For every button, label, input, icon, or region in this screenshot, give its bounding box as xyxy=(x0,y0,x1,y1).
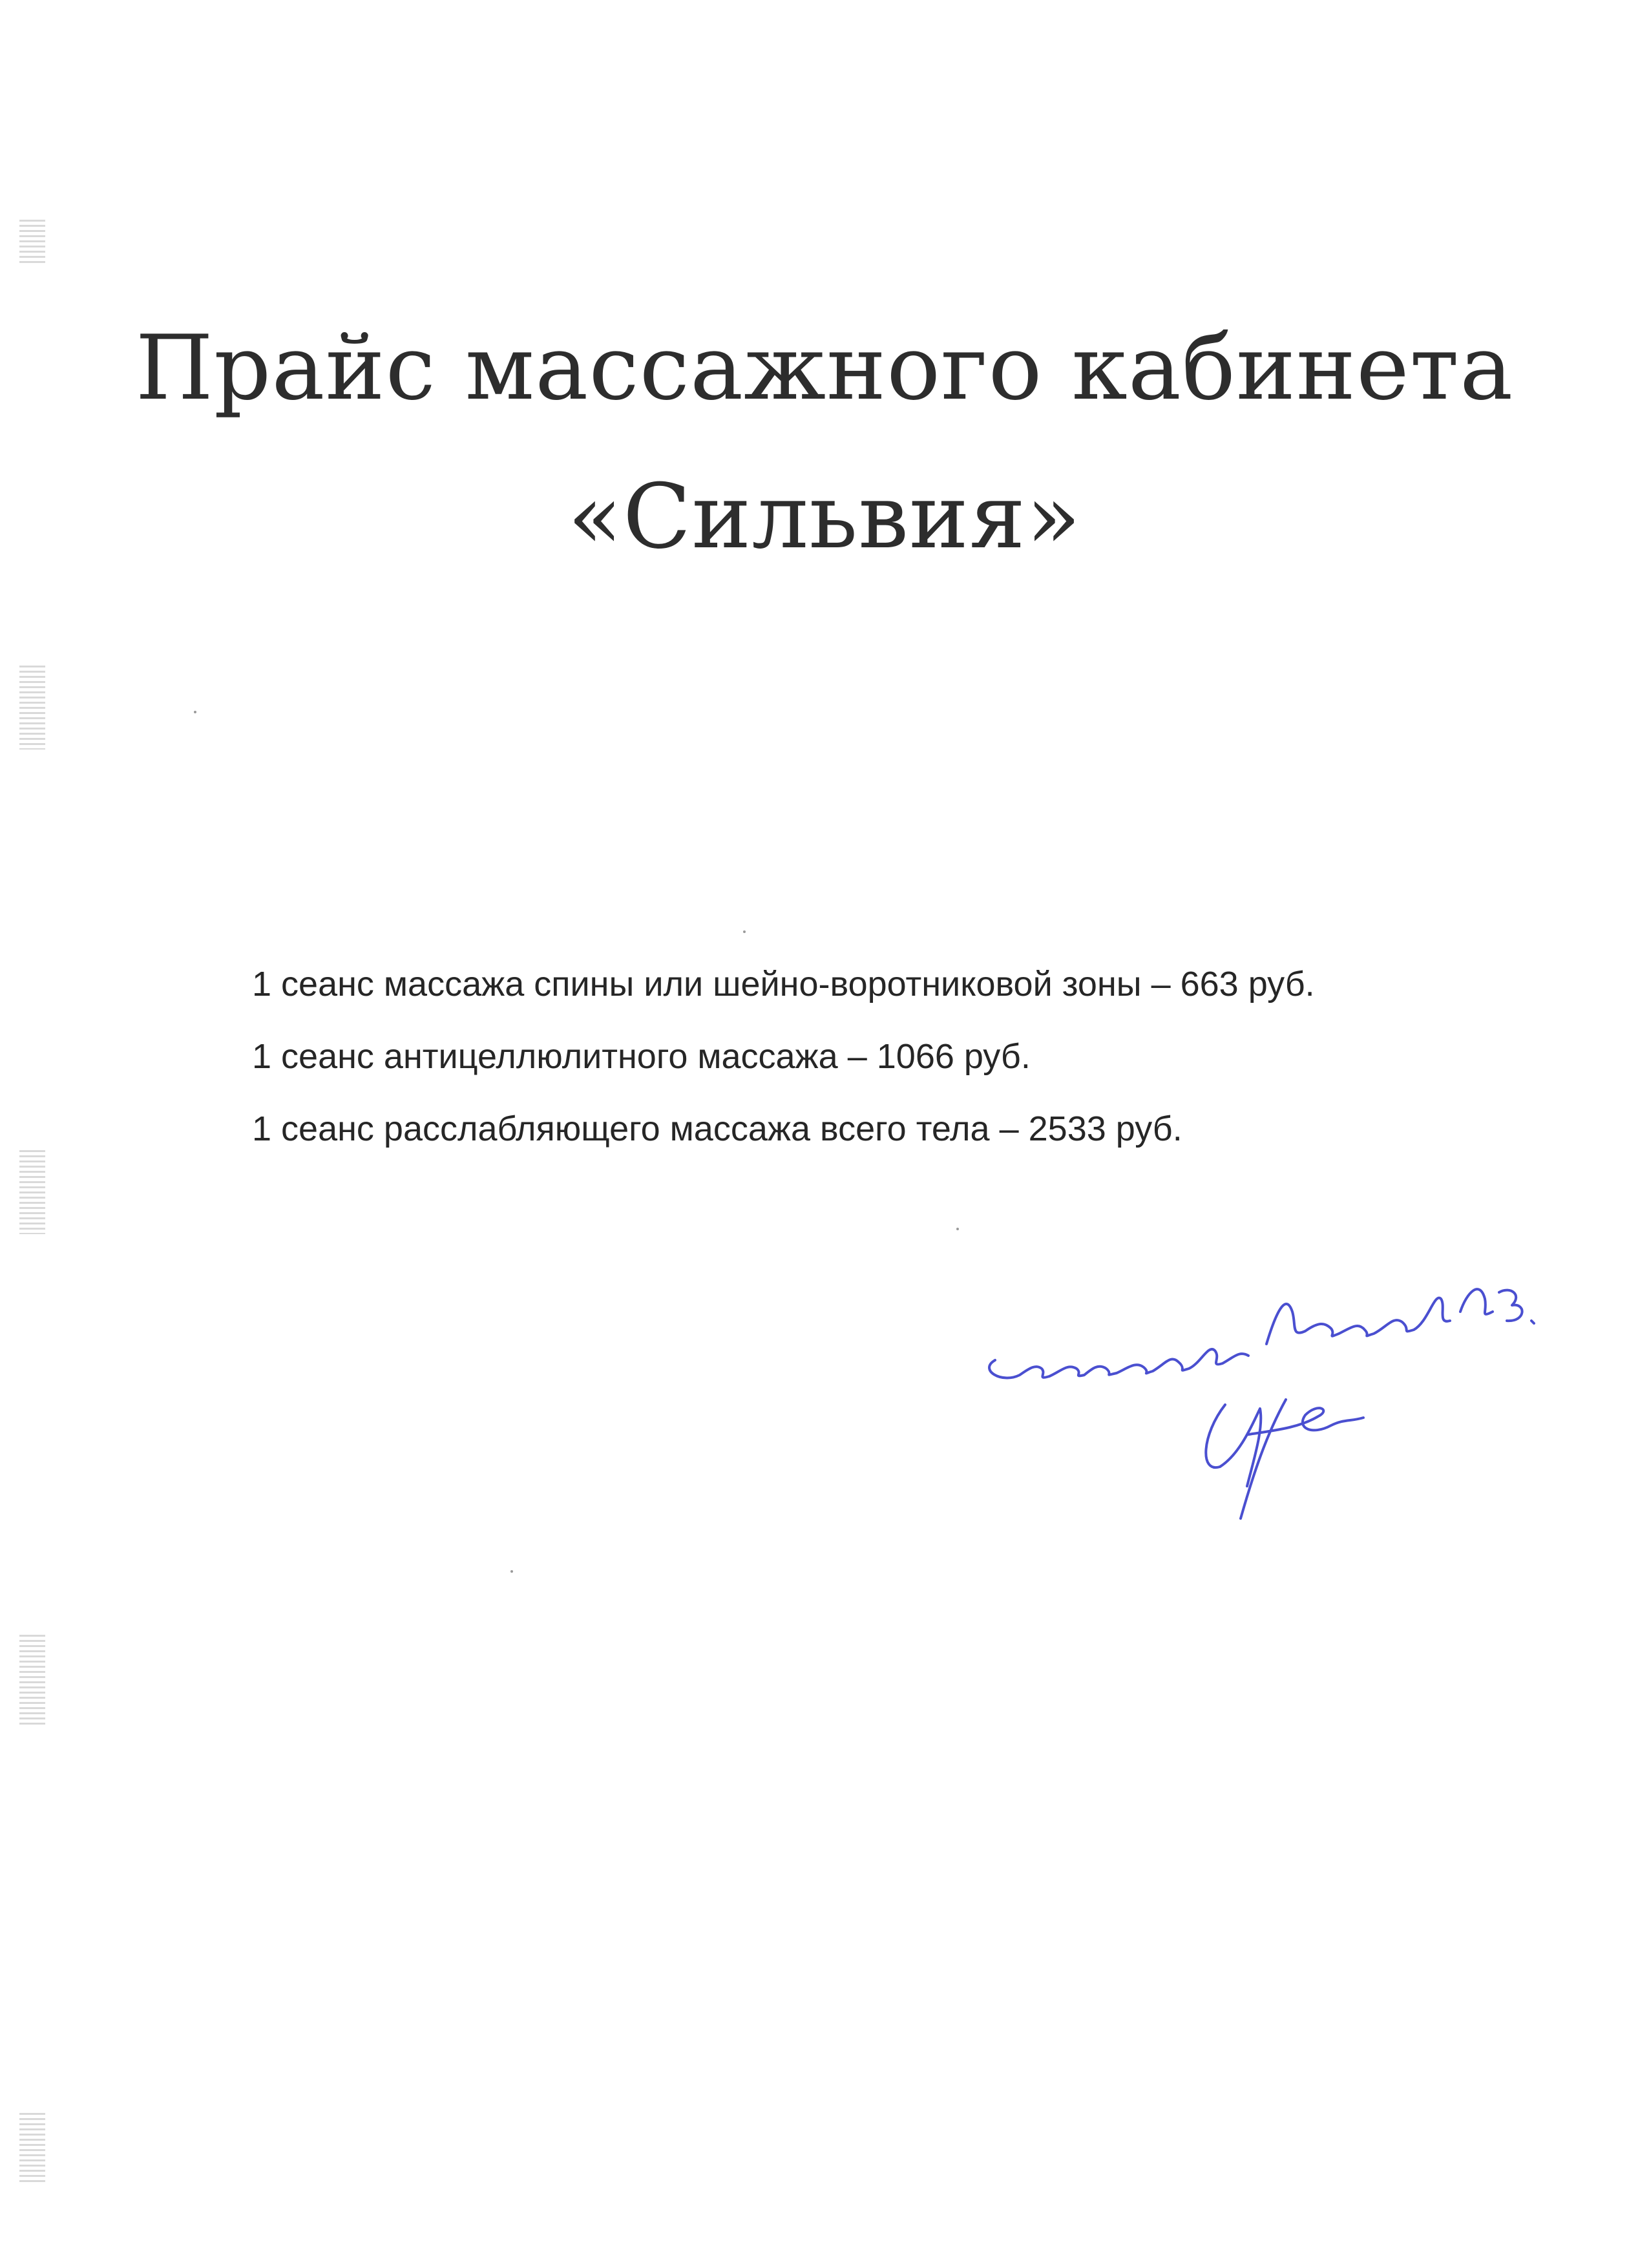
scan-mark xyxy=(19,666,45,750)
scan-mark xyxy=(19,1150,45,1234)
price-item-back-massage: 1 сеанс массажа спины или шейно-воротниковой зоны – 663 руб. xyxy=(252,965,1315,1003)
price-list xyxy=(252,963,1544,1180)
speck xyxy=(194,711,196,713)
scan-mark xyxy=(19,1635,45,1725)
scan-mark xyxy=(19,2113,45,2184)
document-title-line-2: «Сильвия» xyxy=(567,465,1082,569)
speck xyxy=(743,930,746,933)
handwritten-approval-signature xyxy=(982,1266,1602,1538)
price-item-anticellulite-massage: 1 сеанс антицеллюлитного массажа – 1066 руб. xyxy=(252,1037,1031,1076)
price-item-relaxing-massage: 1 сеанс расслабляющего массажа всего тела – 2533 руб. xyxy=(252,1109,1182,1148)
document-title-line-1: Прайс массажного кабинета xyxy=(135,316,1514,420)
scan-mark xyxy=(19,220,45,265)
speck xyxy=(956,1228,959,1230)
speck xyxy=(510,1570,513,1573)
